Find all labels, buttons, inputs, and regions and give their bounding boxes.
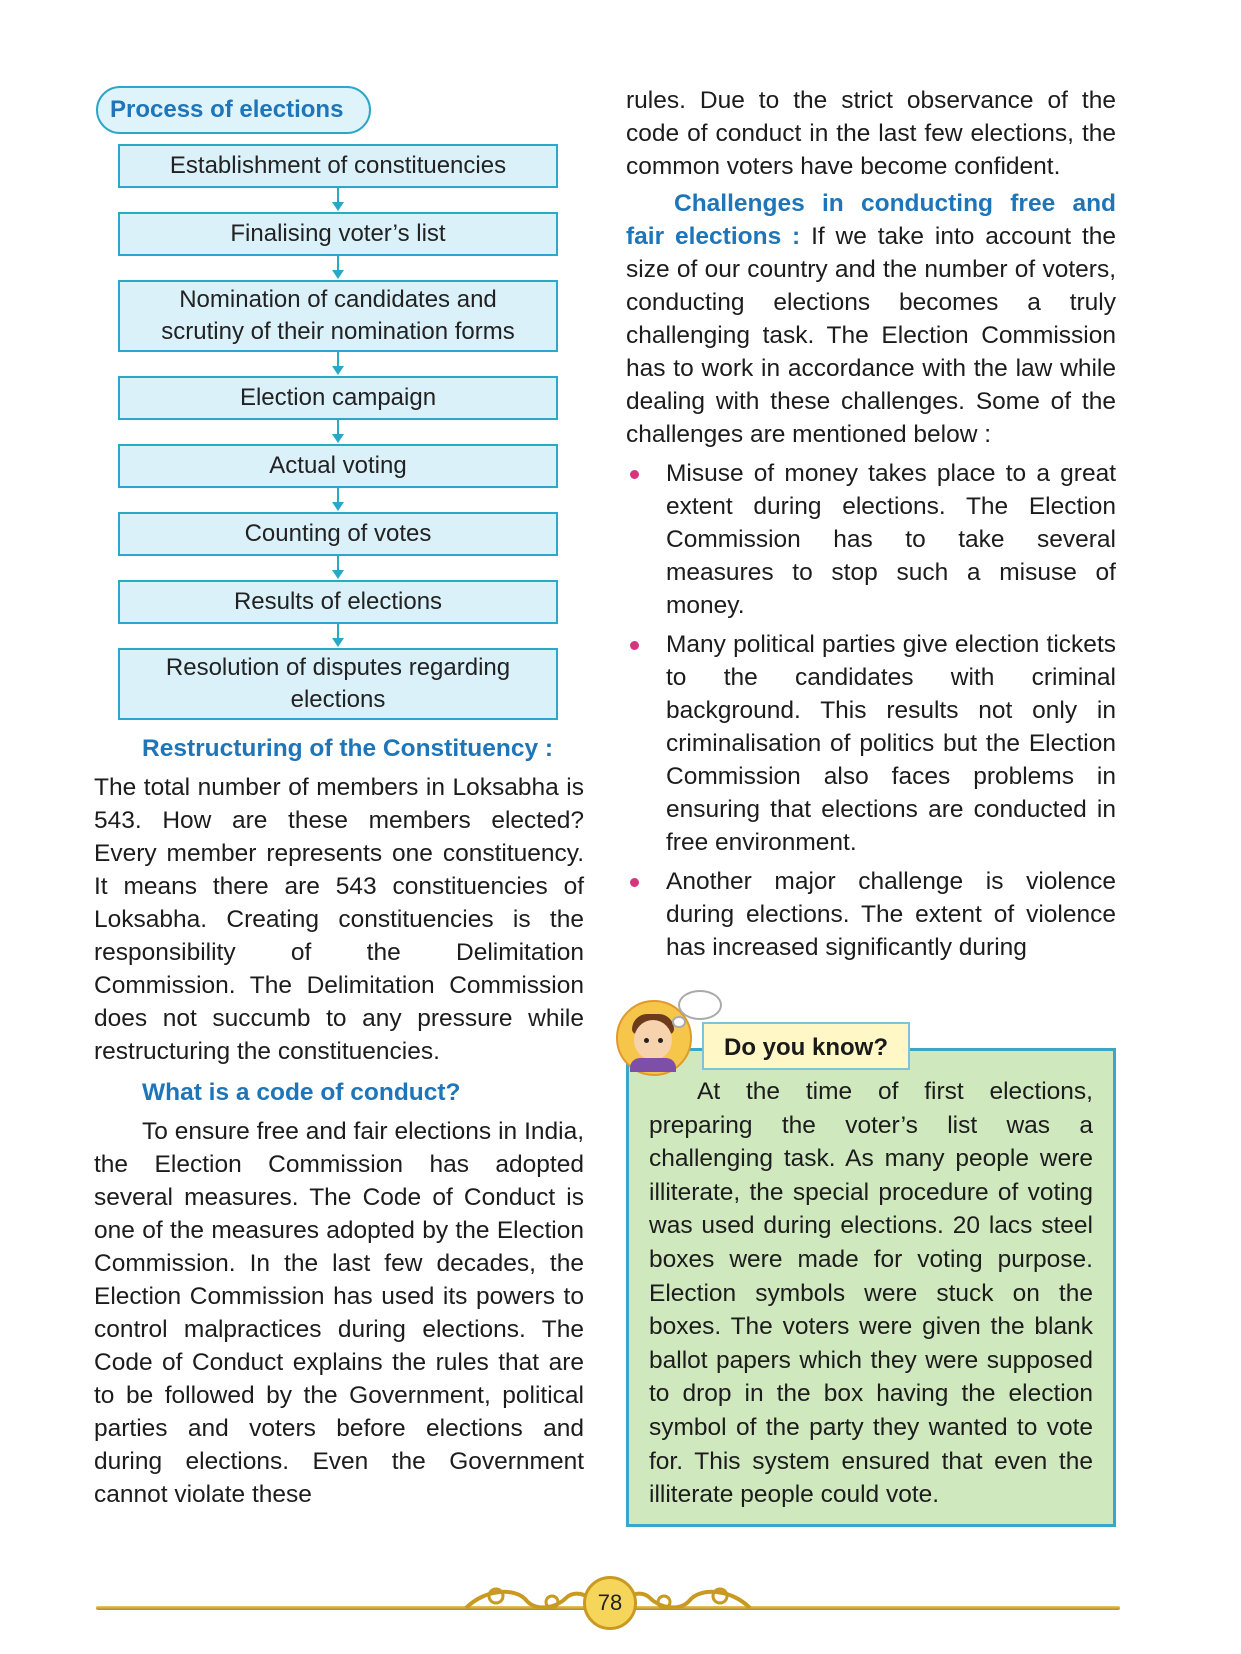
- restructuring-heading: Restructuring of the Constituency :: [142, 735, 554, 762]
- process-title: Process of elections: [96, 86, 371, 134]
- do-you-know-text: At the time of first elections, preparing the voter’s list was a challenging task. As many people were illiterate, the special procedure of voting was used during elections. 20 lacs steel boxes were made for voting purpose. Election symbols were stuck on the boxes. The voters were given the blank ballot papers which they were supposed to drop in the box having the election symbol of the party they wanted to vote for. This system ensured that even the illiterate people could vote.: [649, 1078, 1093, 1509]
- flow-step: Nomination of candidates and scrutiny of their nomination forms: [118, 280, 558, 352]
- down-arrow-icon: [118, 624, 558, 648]
- left-column: [94, 86, 584, 1511]
- challenges-list: [626, 457, 1116, 964]
- right-column: [626, 84, 1116, 970]
- down-arrow-icon: [118, 488, 558, 512]
- code-of-conduct-heading: What is a code of conduct?: [142, 1079, 461, 1106]
- list-item: [626, 865, 1116, 964]
- flow-step: Establishment of constituencies: [118, 144, 558, 188]
- challenges-paragraph: [626, 187, 1116, 451]
- page-footer: [96, 1568, 1120, 1628]
- restructuring-text: The total number of members in Loksabha is 543. How are these members elected? Every member represents one constituency. It means there are 543 constituencies of Loksabha. Creating constituencies is the responsibility of the Delimitation Commission. The Delimitation Commission does not succumb to any pressure while restructuring the constituencies.: [94, 774, 584, 1065]
- down-arrow-icon: [118, 420, 558, 444]
- list-item-text: Another major challenge is violence during elections. The extent of violence has increased significantly during: [666, 868, 1116, 961]
- list-item-text: Many political parties give election tickets to the candidates with criminal background. This results not only in criminalisation of politics but the Election Commission also faces problems in ensuring that elections are conducted in free environment.: [666, 631, 1116, 856]
- flow-step: Resolution of disputes regarding elections: [118, 648, 558, 720]
- down-arrow-icon: [118, 556, 558, 580]
- challenges-heading: Challenges in conducting free and fair elections :: [626, 190, 1116, 250]
- thought-bubble-small-icon: [672, 1016, 686, 1028]
- code-of-conduct-continuation: rules. Due to the strict observance of the code of conduct in the last few elections, the common voters have become confident.: [626, 87, 1116, 180]
- do-you-know-label: Do you know?: [702, 1022, 910, 1070]
- list-item-text: Misuse of money takes place to a great extent during elections. The Election Commission has to take several measures to stop such a misuse of money.: [666, 460, 1116, 619]
- do-you-know-content: [626, 1048, 1116, 1527]
- list-item: [626, 457, 1116, 622]
- flow-step: Finalising voter’s list: [118, 212, 558, 256]
- flow-step: Counting of votes: [118, 512, 558, 556]
- scroll-ornament-icon: [456, 1578, 596, 1618]
- bullet-icon: [630, 641, 639, 650]
- code-of-conduct-text: To ensure free and fair elections in India, the Election Commission has adopted several measures. The Code of Conduct is one of the measures adopted by the Election Commission. In the last few decades, the Election Commission has used its powers to control malpractices during elections. The Code of Conduct explains the rules that are to be followed by the Government, political parties and voters before elections and during elections. Even the Government cannot violate these: [94, 1118, 584, 1508]
- down-arrow-icon: [118, 188, 558, 212]
- process-flowchart: [118, 144, 558, 720]
- down-arrow-icon: [118, 352, 558, 376]
- down-arrow-icon: [118, 256, 558, 280]
- scroll-ornament-icon: [620, 1578, 760, 1618]
- bullet-icon: [630, 878, 639, 887]
- flow-step: Actual voting: [118, 444, 558, 488]
- flow-step: Election campaign: [118, 376, 558, 420]
- challenges-text: If we take into account the size of our country and the number of voters, conducting elections becomes a truly challenging task. The Election Commission has to work in accordance with the law while dealing with these challenges. Some of the challenges are mentioned below :: [626, 223, 1116, 448]
- flow-step: Results of elections: [118, 580, 558, 624]
- thought-bubble-icon: [678, 990, 722, 1020]
- page-number: 78: [583, 1576, 637, 1630]
- list-item: [626, 628, 1116, 859]
- bullet-icon: [630, 470, 639, 479]
